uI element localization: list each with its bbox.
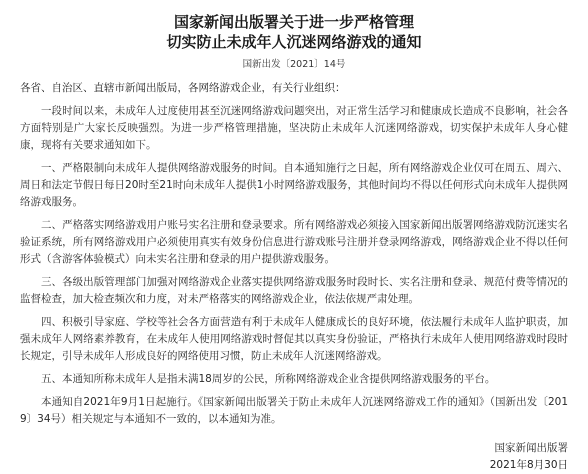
signature-organization: 国家新闻出版署: [494, 442, 568, 454]
paragraph-item-2: 二、严格落实网络游戏用户账号实名注册和登录要求。所有网络游戏必须接入国家新闻出版署网络游戏防沉迷实名验证系统，所有网络游戏用户必须使用真实有效身份信息进行游戏账号注册并登录网络游戏，网络游戏企业不得以任何形式（含游客体验模式）向未实名注册和登录的用户提供游戏服务。: [20, 219, 568, 265]
document-title-line-1: 国家新闻出版署关于进一步严格管理: [173, 13, 414, 31]
paragraph-item-3: 三、各级出版管理部门加强对网络游戏企业落实提供网络游戏服务时段时长、实名注册和登录、规范付费等情况的监督检查，加大检查频次和力度，对未严格落实的网络游戏企业，依法依规严肃处理。: [20, 276, 568, 305]
signature-date: 2021年8月30日: [489, 459, 568, 471]
paragraph-effective-date: 本通知自2021年9月1日起施行。《国家新闻出版署关于防止未成年人沉迷网络游戏工作的通知》（国新出发〔2019〕34号）相关规定与本通知不一致的，以本通知为准。: [20, 396, 568, 425]
paragraph-intro: 一段时间以来，未成年人过度使用甚至沉迷网络游戏问题突出，对正常生活学习和健康成长造成不良影响，社会各方面特别是广大家长反映强烈。为进一步严格管理措施，坚决防止未成年人沉迷网络游戏，切实保护未成年人身心健康，现将有关要求通知如下。: [20, 105, 568, 151]
salutation: 各省、自治区、直辖市新闻出版局，各网络游戏企业，有关行业组织：: [20, 82, 346, 94]
paragraph-item-5: 五、本通知所称未成年人是指未满18周岁的公民，所称网络游戏企业含提供网络游戏服务的平台。: [41, 373, 496, 385]
document-number: 国新出发〔2021〕14号: [242, 59, 346, 70]
paragraph-item-4: 四、积极引导家庭、学校等社会各方面营造有利于未成年人健康成长的良好环境，依法履行未成年人监护职责，加强未成年人网络素养教育，在未成年人使用网络游戏时督促其以真实身份验证，严格执行未成年人使用网络游戏时段时长规定，引导未成年人形成良好的网络使用习惯，防止未成年人沉迷网络游戏。: [20, 316, 568, 362]
paragraph-item-1: 一、严格限制向未成年人提供网络游戏服务的时间。自本通知施行之日起，所有网络游戏企业仅可在周五、周六、周日和法定节假日每日20时至21时向未成年人提供1小时网络游戏服务，其他时间均不得以任何形式向未成年人提供网络游戏服务。: [20, 162, 568, 208]
document-title-line-2: 切实防止未成年人沉迷网络游戏的通知: [166, 33, 422, 51]
